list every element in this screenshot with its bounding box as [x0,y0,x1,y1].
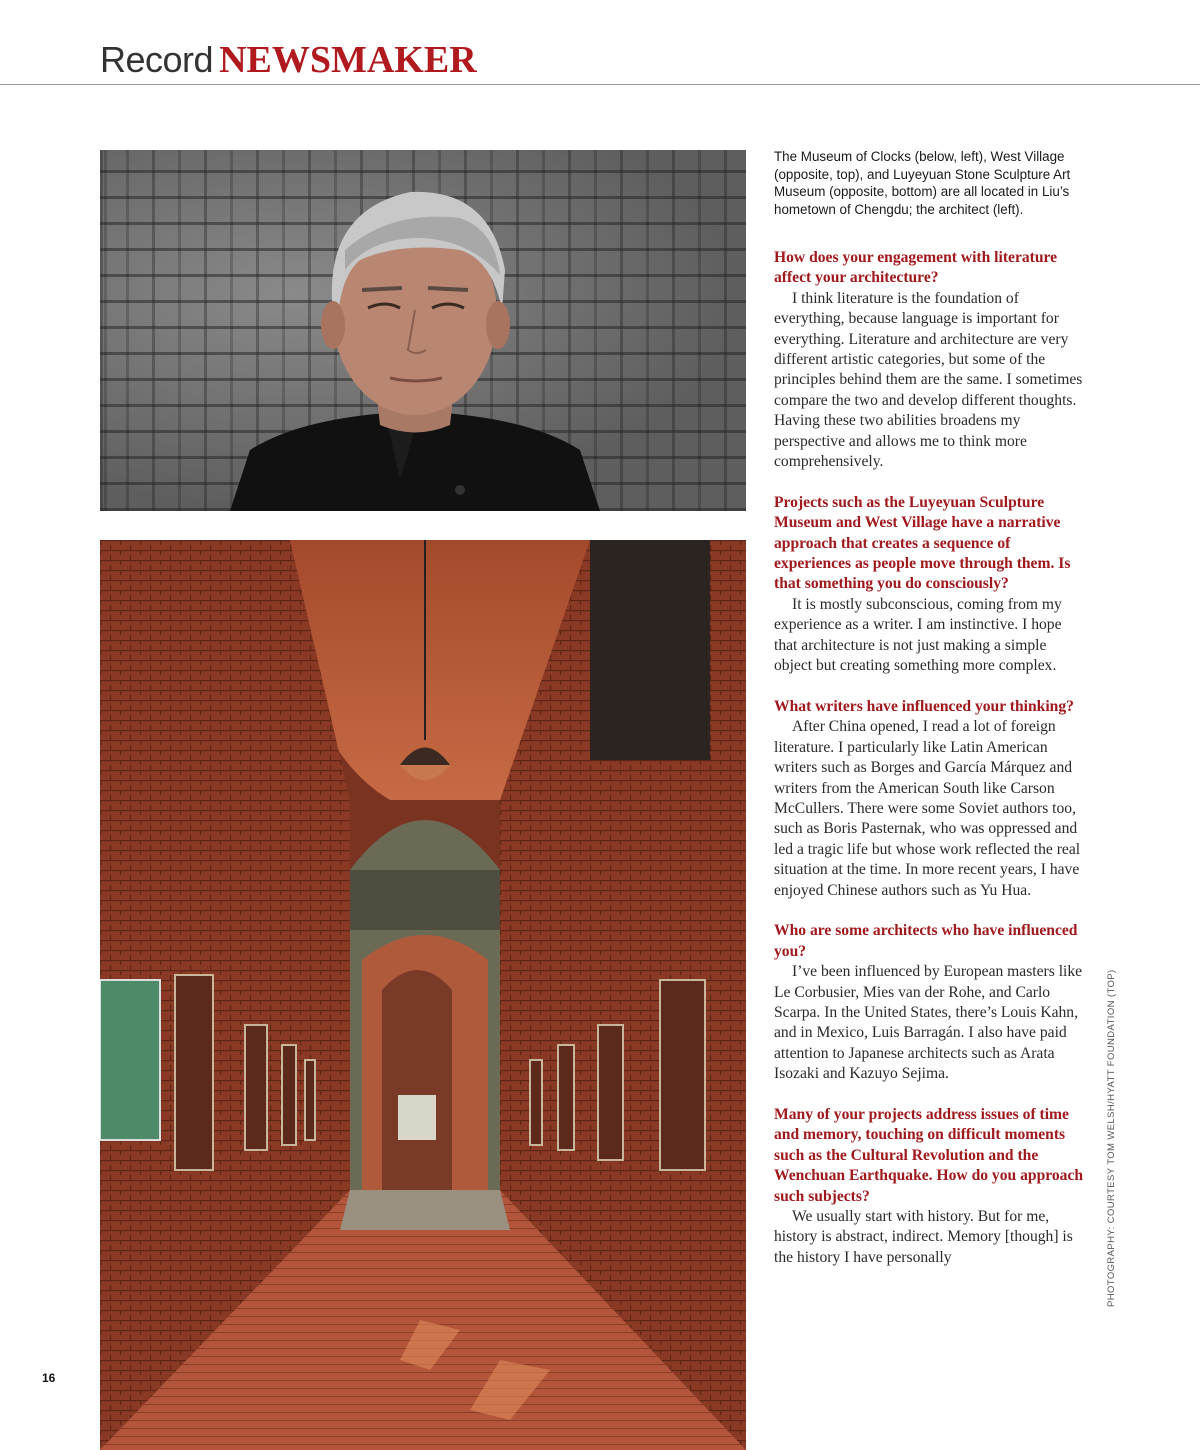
interview-answer: It is mostly subconscious, coming from my experience as a writer. I am instinctive. I hope that architecture is not just making a simple object but creating something more complex. [774,595,1062,675]
section-title: NEWSMAKER [219,39,477,81]
interview-column [774,248,1084,1289]
brick-corridor-photo [100,540,746,1450]
qa-block [774,697,1084,901]
photo-caption: The Museum of Clocks (below, left), West Village (opposite, top), and Luyeyuan Stone Sculpture Art Museum (opposite, bottom) are all located in Liu’s hometown of Chengdu; the architect (left). [774,149,1071,217]
interview-question: Who are some architects who have influenced you? [774,922,1078,960]
interview-question: Projects such as the Luyeyuan Sculpture Museum and West Village have a narrative approach that creates a sequence of experiences as people move through them. Is that something you do consciously? [774,493,1071,593]
qa-block [774,1105,1084,1268]
header-rule [0,84,1200,85]
section-label: Record [100,39,214,80]
qa-block [774,921,1084,1084]
qa-block [774,493,1084,677]
interview-question: How does your engagement with literature affect your architecture? [774,249,1058,287]
interview-answer: We usually start with history. But for me, history is abstract, indirect. Memory [though] is the history I have personally [774,1208,1073,1266]
interview-answer: I think literature is the foundation of everything, because language is important for everything. Literature and architecture are very different artistic categories, but some of the principles behind them are the same. I sometimes compare the two and develop different thoughts. Having these two abilities broadens my perspective and allows me to think more comprehensively. [774,289,1083,471]
interview-question: Many of your projects address issues of time and memory, touching on difficult moments such as the Cultural Revolution and the Wenchuan Earthquake. How do you approach such subjects? [774,1106,1084,1205]
interview-answer: I’ve been influenced by European masters like Le Corbusier, Mies van der Rohe, and Carlo Scarpa. In the United States, there’s Louis Kahn, and in Mexico, Luis Barragán. I also have paid attention to Japanese architects such as Arata Isozaki and Kazuyo Sejima. [774,963,1083,1083]
qa-block [774,248,1084,472]
interview-answer: After China opened, I read a lot of foreign literature. I particularly like Latin American writers such as Borges and García Márquez and writers from the American South like Carson McCullers. There were some Soviet authors too, such as Boris Pasternak, who was oppressed and led a tragic life but whose work reflected the real situation at the time. In more recent years, I have enjoyed Chinese authors such as Yu Hua. [774,718,1081,899]
section-masthead [100,38,477,84]
page-number: 16 [42,1371,56,1385]
interview-question: What writers have influenced your thinking? [774,697,1074,715]
architect-portrait-photo [100,150,746,511]
photo-credit: PHOTOGRAPHY: COURTESY TOM WELSH/HYATT FOUNDATION (TOP) [1106,969,1117,1307]
